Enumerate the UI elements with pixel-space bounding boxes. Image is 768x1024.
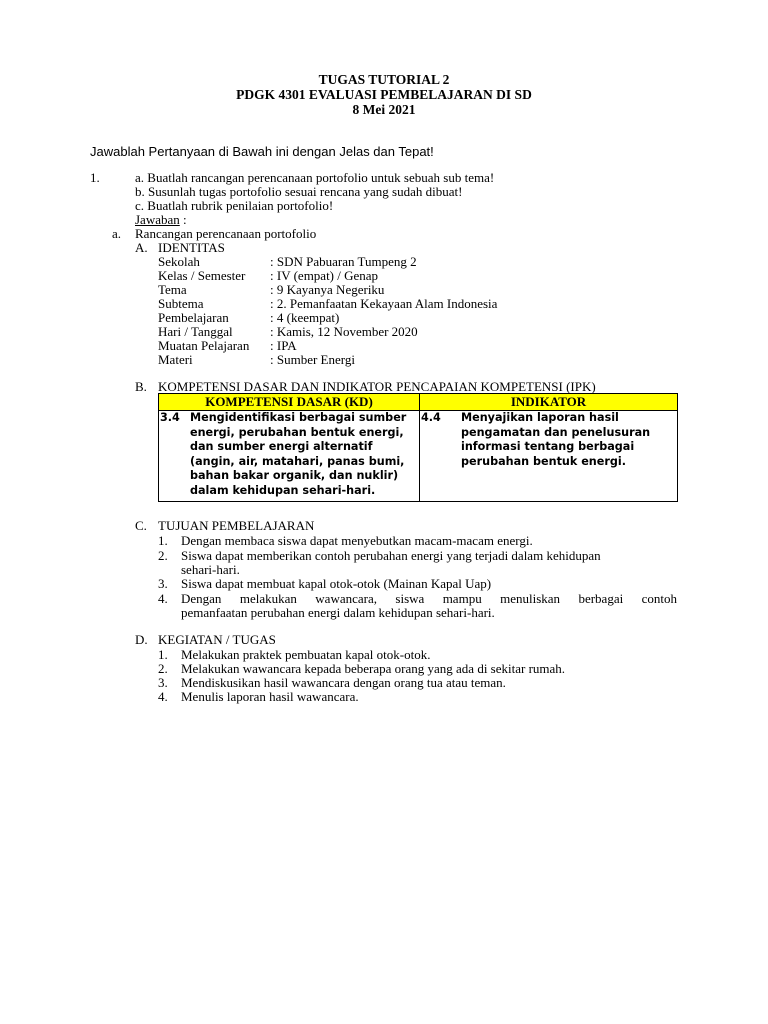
identitas-value: : 2. Pemanfaatan Kekayaan Alam Indonesia	[270, 296, 498, 311]
section-d-title: KEGIATAN / TUGAS	[158, 632, 276, 647]
section-c-title: TUJUAN PEMBELAJARAN	[158, 518, 315, 533]
tujuan-number: 4.	[158, 591, 168, 606]
question-number: 1.	[90, 170, 100, 185]
kd-line: bahan bakar organik, dan nuklir)	[190, 469, 399, 482]
identitas-value: : SDN Pabuaran Tumpeng 2	[270, 254, 417, 269]
identitas-label: Sekolah	[158, 254, 200, 269]
identitas-label: Hari / Tanggal	[158, 324, 233, 339]
kegiatan-number: 1.	[158, 647, 168, 662]
section-a-title: IDENTITAS	[158, 240, 225, 255]
identitas-value: : Kamis, 12 November 2020	[270, 324, 418, 339]
answer-colon: :	[179, 212, 187, 227]
tujuan-line: sehari-hari.	[181, 562, 240, 577]
section-b-title: KOMPETENSI DASAR DAN INDIKATOR PENCAPAIAN KOMPETENSI (IPK)	[158, 379, 596, 394]
kd-line: dan sumber energi alternatif	[190, 440, 373, 453]
answer-part-letter: a.	[112, 226, 122, 241]
identitas-label: Tema	[158, 282, 187, 297]
tujuan-line: pemanfaatan perubahan energi dalam kehidupan sehari-hari.	[181, 605, 495, 620]
question-item-a: a. Buatlah rancangan perencanaan portofolio untuk sebuah sub tema!	[135, 170, 495, 185]
identitas-label: Kelas / Semester	[158, 268, 246, 283]
kd-line: Mengidentifikasi berbagai sumber	[190, 411, 407, 424]
tujuan-number: 1.	[158, 533, 168, 548]
kd-code: 3.4	[160, 411, 180, 424]
tujuan-line: Siswa dapat memberikan contoh perubahan energi yang terjadi dalam kehidupan	[181, 548, 601, 563]
indikator-line: perubahan bentuk energi.	[461, 454, 626, 468]
kegiatan-text: Mendiskusikan hasil wawancara dengan orang tua atau teman.	[181, 675, 506, 690]
doc-title: TUGAS TUTORIAL 2	[318, 72, 450, 87]
indikator-cell	[420, 411, 678, 502]
indikator-line: Menyajikan laporan hasil	[461, 411, 619, 424]
tujuan-number: 3.	[158, 576, 168, 591]
indikator-line: pengamatan dan penelusuran	[461, 425, 651, 439]
identitas-value: : 9 Kayanya Negeriku	[270, 282, 385, 297]
section-b-letter: B.	[135, 379, 147, 394]
identitas-label: Subtema	[158, 296, 204, 311]
identitas-value: : 4 (keempat)	[270, 310, 340, 325]
kompetensi-table	[158, 393, 678, 502]
question-item-b: b. Susunlah tugas portofolio sesuai rencana yang sudah dibuat!	[135, 184, 463, 199]
kegiatan-number: 4.	[158, 689, 168, 704]
section-d-letter: D.	[135, 632, 148, 647]
identitas-label: Pembelajaran	[158, 310, 229, 325]
kd-line: energi, perubahan bentuk energi,	[190, 425, 404, 439]
identitas-value: : IV (empat) / Genap	[270, 268, 379, 283]
tujuan-line: Dengan membaca siswa dapat menyebutkan macam-macam energi.	[181, 533, 533, 548]
course-title: PDGK 4301 EVALUASI PEMBELAJARAN DI SD	[236, 87, 532, 102]
kegiatan-text: Melakukan praktek pembuatan kapal otok-otok.	[181, 647, 431, 662]
kd-line: dalam kehidupan sehari-hari.	[190, 483, 376, 497]
section-a-letter: A.	[135, 240, 148, 255]
tujuan-number: 2.	[158, 548, 168, 563]
indikator-code: 4.4	[421, 411, 441, 424]
kegiatan-text: Menulis laporan hasil wawancara.	[181, 689, 359, 704]
identitas-value: : Sumber Energi	[270, 352, 355, 367]
instruction-text: Jawablah Pertanyaan di Bawah ini dengan Jelas dan Tepat!	[90, 144, 434, 159]
kegiatan-number: 2.	[158, 661, 168, 676]
indikator-header: INDIKATOR	[420, 394, 678, 411]
identitas-label: Muatan Pelajaran	[158, 338, 250, 353]
identitas-label: Materi	[158, 352, 193, 367]
tujuan-line: Dengan melakukan wawancara, siswa mampu menuliskan berbagai contoh	[181, 591, 677, 606]
indikator-line: informasi tentang berbagai	[461, 440, 635, 453]
section-c-letter: C.	[135, 518, 147, 533]
answer-label: Jawaban	[135, 212, 180, 227]
kd-cell	[159, 411, 420, 502]
kegiatan-number: 3.	[158, 675, 168, 690]
kd-line: (angin, air, matahari, panas bumi,	[190, 454, 405, 468]
kd-header: KOMPETENSI DASAR (KD)	[159, 394, 420, 411]
doc-date: 8 Mei 2021	[352, 102, 416, 117]
identitas-value: : IPA	[270, 338, 297, 353]
tujuan-line: Siswa dapat membuat kapal otok-otok (Mainan Kapal Uap)	[181, 576, 492, 591]
question-item-c: c. Buatlah rubrik penilaian portofolio!	[135, 198, 334, 213]
answer-part-title: Rancangan perencanaan portofolio	[135, 226, 317, 241]
kegiatan-text: Melakukan wawancara kepada beberapa orang yang ada di sekitar rumah.	[181, 661, 566, 676]
